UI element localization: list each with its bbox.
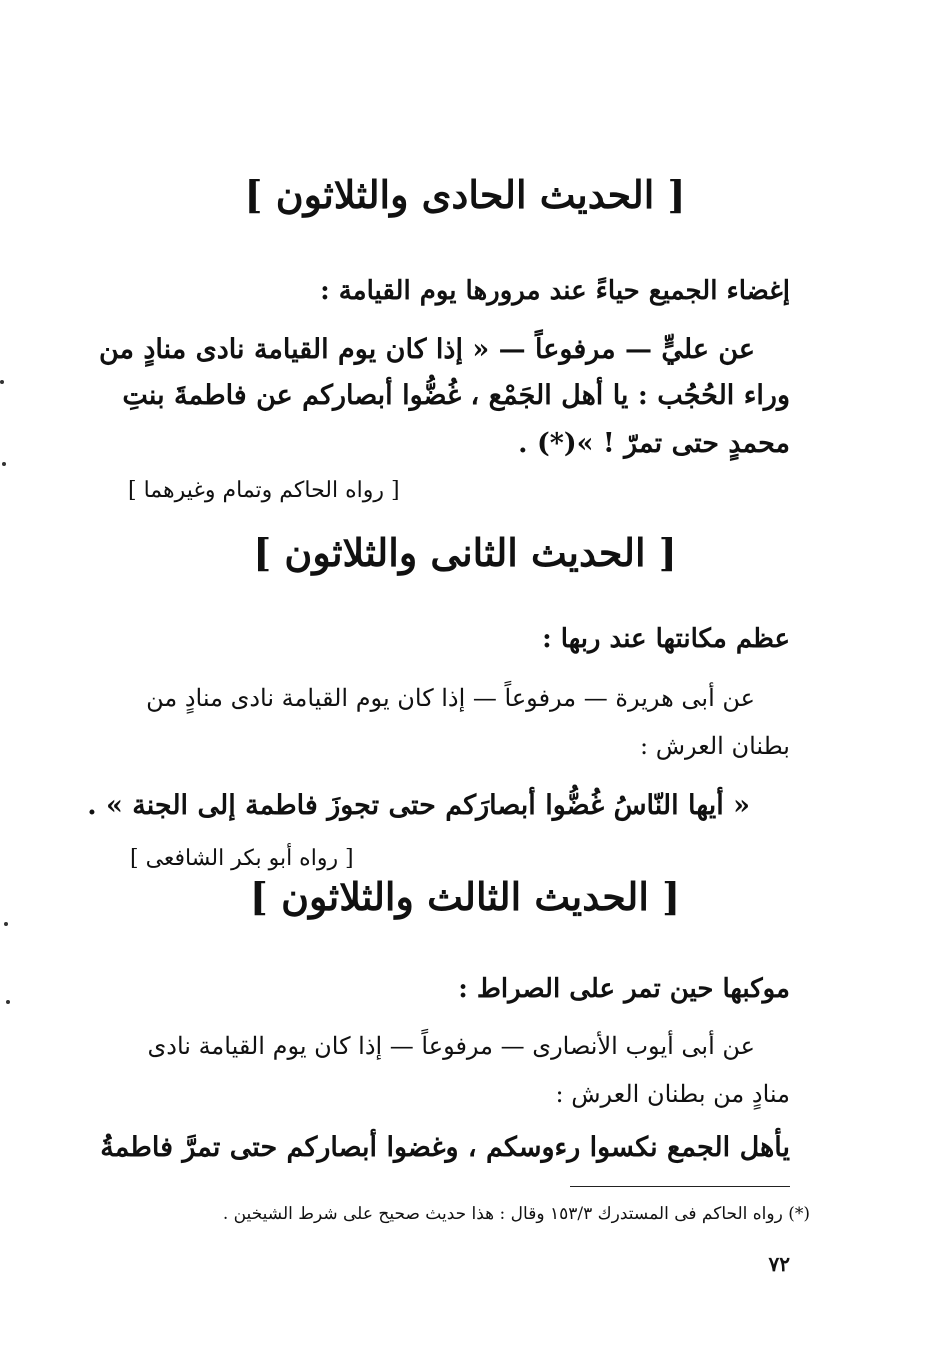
footnote-divider bbox=[570, 1186, 790, 1187]
hadith-31-source: [ رواه الحاكم وتمام وغيرهما ] bbox=[128, 478, 400, 503]
hadith-32-quote: « أيها النّاسُ غُضُّوا أبصارَكم حتى تجوزَ فاطمة إلى الجنة » . bbox=[87, 790, 750, 821]
hadith-32-line-1: عن أبى هريرة — مرفوعاً — إذا كان يوم القيامة نادى منادٍ من bbox=[146, 684, 755, 712]
page-number: ٧٢ bbox=[768, 1252, 790, 1276]
hadith-32-line-2: بطنان العرش : bbox=[640, 732, 790, 760]
hadith-33-line-2: منادٍ من بطنان العرش : bbox=[555, 1080, 790, 1108]
hadith-32-subheading: عظم مكانتها عند ربها : bbox=[542, 624, 790, 654]
hadith-31-heading: [ الحديث الحادى والثلاثون ] bbox=[244, 172, 686, 217]
hadith-32-heading: [ الحديث الثانى والثلاثون ] bbox=[253, 530, 677, 575]
footnote: (*) رواه الحاكم فى المستدرك ١٥٣/٣ وقال : هذا حديث صحيح على شرط الشيخين . bbox=[222, 1204, 810, 1224]
scan-speck bbox=[6, 1000, 10, 1004]
hadith-32-source: [ رواه أبو بكر الشافعى ] bbox=[130, 846, 354, 871]
hadith-31-line-3: محمدٍ حتى تمرّ ! »(*) . bbox=[518, 428, 790, 459]
hadith-31-subheading: إغضاء الجميع حياءً عند مرورها يوم القيامة : bbox=[320, 276, 790, 306]
scan-speck bbox=[2, 462, 6, 466]
hadith-33-heading: [ الحديث الثالث والثلاثون ] bbox=[249, 874, 681, 919]
hadith-31-line-1: عن عليٍّ — مرفوعاً — « إذا كان يوم القيامة نادى منادٍ من bbox=[98, 334, 755, 365]
scan-speck bbox=[0, 380, 4, 384]
hadith-33-line-1: عن أبى أيوب الأنصارى — مرفوعاً — إذا كان يوم القيامة نادى bbox=[147, 1032, 755, 1060]
hadith-33-line-3: يأهل الجمع نكسوا رءوسكم ، وغضوا أبصاركم حتى تمرَّ فاطمةُ bbox=[100, 1132, 790, 1163]
hadith-33-subheading: موكبها حين تمر على الصراط : bbox=[458, 974, 790, 1004]
scan-speck bbox=[4, 922, 8, 926]
hadith-31-line-2: وراء الحُجُب : يا أهل الجَمْع ، غُضُّوا أبصاركم عن فاطمةَ بنتِ bbox=[122, 380, 790, 411]
